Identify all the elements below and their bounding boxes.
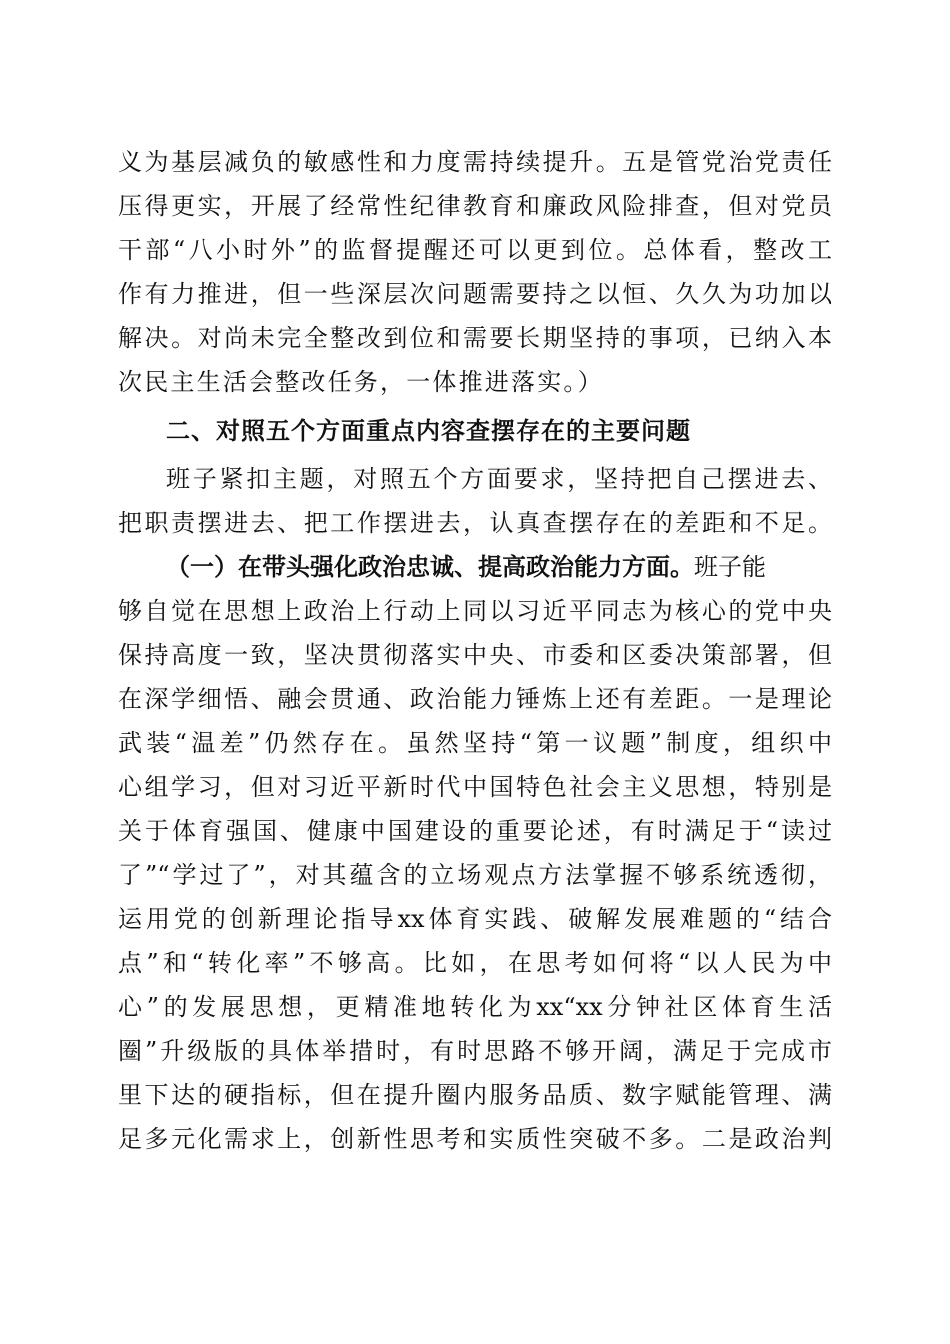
paragraph-line: 了”“学过了”，对其蕴含的立场观点方法掌握不够系统透彻， (118, 861, 832, 889)
paragraph-line: 把职责摆进去、把工作摆进去，认真查摆存在的差距和不足。 (118, 509, 832, 537)
paragraph-line: 运用党的创新理论指导xx体育实践、破解发展难题的“结合 (118, 905, 832, 933)
paragraph-line: 点”和“转化率”不够高。比如，在思考如何将“以人民为中 (118, 949, 832, 977)
paragraph-line: 里下达的硬指标，但在提升圈内服务品质、数字赋能管理、满 (118, 1081, 832, 1109)
paragraph-line: 干部“八小时外”的监督提醒还可以更到位。总体看，整改工 (118, 236, 832, 264)
paragraph-line: 心”的发展思想，更精准地转化为xx“xx分钟社区体育生活 (118, 993, 832, 1021)
paragraph-line: 关于体育强国、健康中国建设的重要论述，有时满足于“读过 (118, 817, 832, 845)
paragraph-line: 足多元化需求上，创新性思考和实质性突破不多。二是政治判 (118, 1125, 832, 1153)
paragraph-line: 在深学细悟、融会贯通、政治能力锤炼上还有差距。一是理论 (118, 685, 832, 713)
paragraph-line: 义为基层减负的敏感性和力度需持续提升。五是管党治党责任 (118, 148, 832, 176)
paragraph-line: 作有力推进，但一些深层次问题需要持之以恒、久久为功加以 (118, 280, 832, 308)
subsection-title: （一）在带头强化政治忠诚、提高政治能力方面。 (166, 553, 694, 581)
section-heading: 二、对照五个方面重点内容查摆存在的主要问题 (166, 417, 691, 445)
paragraph-line: 心组学习，但对习近平新时代中国特色社会主义思想，特别是 (118, 773, 832, 801)
paragraph-line: 次民主生活会整改任务，一体推进落实。） (118, 368, 604, 396)
subsection-line (166, 545, 832, 589)
paragraph-line: 保持高度一致，坚决贯彻落实中央、市委和区委决策部署，但 (118, 641, 832, 669)
paragraph-line: 够自觉在思想上政治上行动上同以习近平同志为核心的党中央 (118, 597, 832, 625)
paragraph-line: 武装“温差”仍然存在。虽然坚持“第一议题”制度，组织中 (118, 729, 832, 757)
paragraph-line: 圈”升级版的具体举措时，有时思路不够开阔，满足于完成市 (118, 1037, 832, 1065)
paragraph-line: 班子紧扣主题，对照五个方面要求，坚持把自己摆进去、 (166, 465, 832, 493)
paragraph-line: 压得更实，开展了经常性纪律教育和廉政风险排查，但对党员 (118, 192, 832, 220)
paragraph-line: 解决。对尚未完全整改到位和需要长期坚持的事项，已纳入本 (118, 324, 832, 352)
subsection-text: 班子能 (694, 553, 766, 581)
